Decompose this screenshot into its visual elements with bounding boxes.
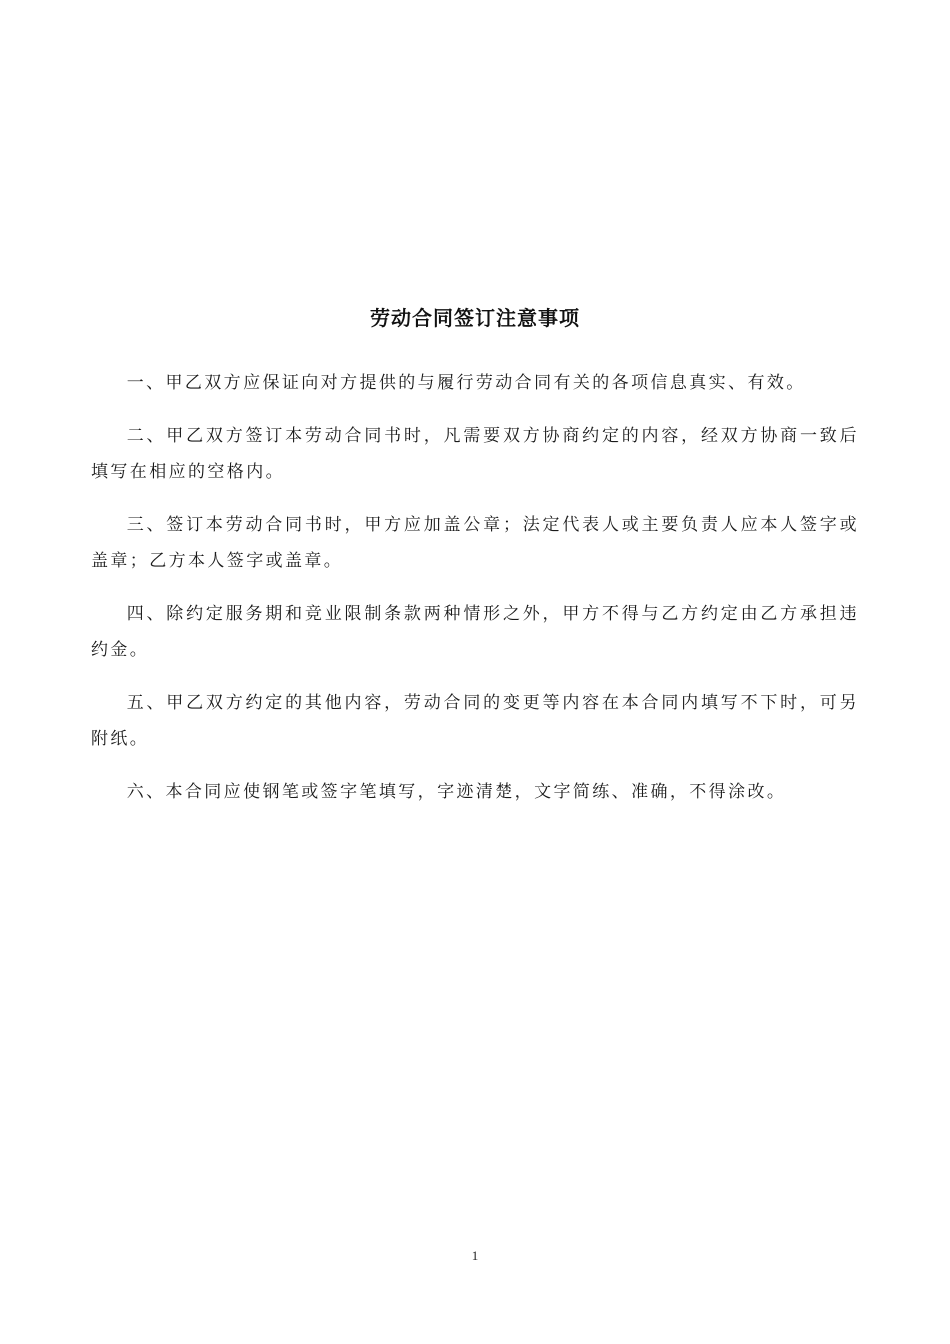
notice-list [91,365,859,827]
notice-item-5: 五、甲乙双方约定的其他内容，劳动合同的变更等内容在本合同内填写不下时，可另附纸。 [91,693,859,749]
notice-item-1: 一、甲乙双方应保证向对方提供的与履行劳动合同有关的各项信息真实、有效。 [126,373,806,393]
notice-item-4: 四、除约定服务期和竞业限制条款两种情形之外，甲方不得与乙方约定由乙方承担违约金。 [91,604,859,660]
page-number: 1 [471,1248,479,1263]
notice-item-3: 三、签订本劳动合同书时，甲方应加盖公章；法定代表人或主要负责人应本人签字或盖章；乙方本人签字或盖章。 [91,515,859,571]
notice-item-6: 六、本合同应使钢笔或签字笔填写，字迹清楚，文字简练、准确，不得涂改。 [126,782,787,802]
notice-item-2: 二、甲乙双方签订本劳动合同书时，凡需要双方协商约定的内容，经双方协商一致后填写在相应的空格内。 [91,426,859,482]
document-title: 劳动合同签订注意事项 [370,306,580,330]
